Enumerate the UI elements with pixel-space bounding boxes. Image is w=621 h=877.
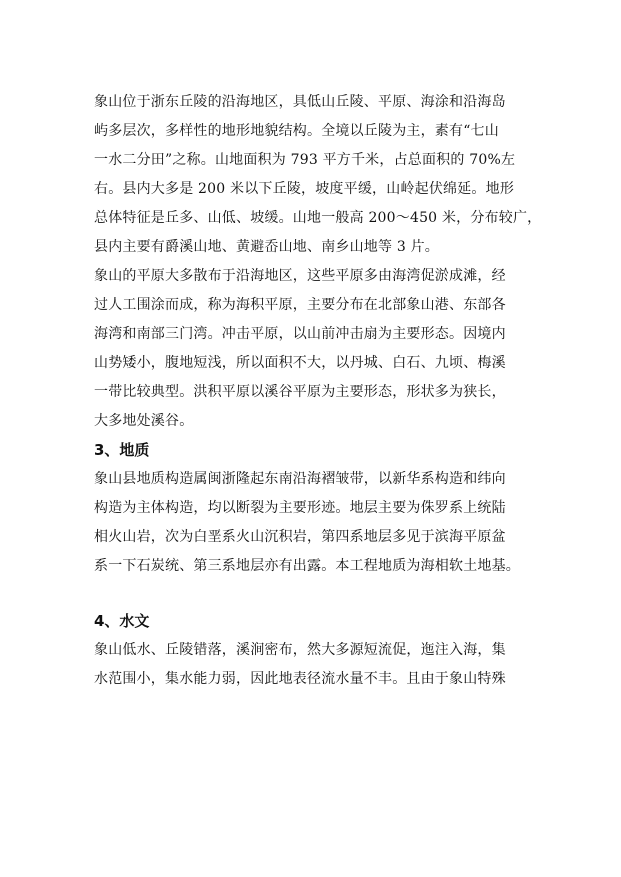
text-line: 象山低水、丘陵错落，溪涧密布，然大多源短流促，迤注入海，集 [94,642,506,658]
text-line: 象山位于浙东丘陵的沿海地区，具低山丘陵、平原、海涂和沿海岛 [94,94,506,110]
paragraph-terrain-overview [94,88,542,262]
section-gap [94,581,534,607]
text-line: 屿多层次，多样性的地形地貌结构。全境以丘陵为主，素有“七山 [94,123,499,139]
text-line: 一水二分田”之称。山地面积为 793 平方千米，占总面积的 70%左 [94,152,516,168]
text-line: 相火山岩，次为白垩系火山沉积岩，第四系地层多见于滨海平原盆 [94,529,506,545]
text-line: 象山县地质构造属闽浙隆起东南沿海褶皱带，以新华系构造和纬向 [94,471,506,487]
text-line: 水范围小，集水能力弱，因此地表径流水量不丰。且由于象山特殊 [94,671,506,687]
text-line: 过人工围涂而成，称为海积平原，主要分布在北部象山港、东部各 [94,297,506,313]
text-line: 一带比较典型。洪积平原以溪谷平原为主要形态，形状多为狭长， [94,384,506,400]
text-line: 海湾和南部三门湾。冲击平原，以山前冲击扇为主要形态。因境内 [94,326,506,342]
document-body [94,88,542,694]
text-line: 右。县内大多是 200 米以下丘陵，坡度平缓，山岭起伏绵延。地形 [94,181,515,197]
text-line: 山势矮小，腹地短浅，所以面积不大，以丹城、白石、九顷、梅溪 [94,355,506,371]
paragraph-geology [94,465,534,581]
text-line: 象山的平原大多散布于沿海地区，这些平原多由海湾促淤成滩，经 [94,268,506,284]
text-line: 大多地处溪谷。 [94,413,194,429]
paragraph-hydrology [94,636,534,694]
section-heading-geology: 3、地质 [94,441,150,459]
text-line: 总体特征是丘多、山低、坡缓。山地一般高 200～450 米，分布较广， [94,210,542,226]
text-line: 构造为主体构造，均以断裂为主要形迹。地层主要为侏罗系上统陆 [94,500,506,516]
paragraph-plains [94,262,534,436]
section-heading-hydrology: 4、水文 [94,612,150,630]
text-line: 县内主要有爵溪山地、黄避岙山地、南乡山地等 3 片。 [94,239,440,255]
text-line: 系一下石炭统、第三系地层亦有出露。本工程地质为海相软土地基。 [94,558,520,574]
